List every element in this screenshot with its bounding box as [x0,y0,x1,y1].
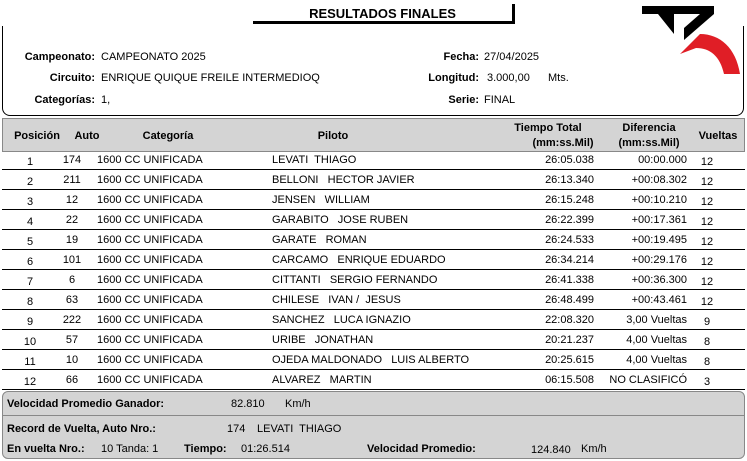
cell-posicion: 6 [26,256,34,268]
longitud-label: Longitud: [428,72,479,84]
velocidad-promedio-unit: Km/h [581,443,607,455]
cell-auto: 66 [65,374,79,386]
cell-piloto: GARABITO JOSE RUBEN [272,214,409,226]
col-categoria: Categoría [142,130,194,142]
cell-auto: 12 [65,194,79,206]
cell-tiempo-total: 26:13.340 [545,174,594,186]
velocidad-ganador-unit: Km/h [285,398,311,410]
cell-auto: 6 [68,274,76,286]
cell-diferencia: +00:43.461 [631,294,687,306]
cell-diferencia: +00:10.210 [631,194,687,206]
cell-piloto: SANCHEZ LUCA IGNAZIO [272,314,411,326]
cell-posicion: 2 [26,176,34,188]
table-row [2,330,745,350]
cell-posicion: 9 [26,316,34,328]
cell-categoria: 1600 CC UNIFICADA [97,174,203,186]
cell-posicion: 8 [26,296,34,308]
cell-vueltas: 9 [703,316,711,328]
cell-categoria: 1600 CC UNIFICADA [97,294,203,306]
cell-tiempo-total: 06:15.508 [545,374,594,386]
event-info-panel [2,26,744,116]
cell-piloto: URIBE JONATHAN [272,334,374,346]
cell-diferencia: 4,00 Vueltas [626,334,687,346]
cell-diferencia: +00:17.361 [631,214,687,226]
categorias-label: Categorías: [34,94,95,106]
cell-auto: 19 [65,234,79,246]
table-row [2,190,745,210]
cell-diferencia: +00:29.176 [631,254,687,266]
results-table-header [2,118,745,152]
circuito-label: Circuito: [49,72,95,84]
cell-posicion: 4 [26,216,34,228]
cell-auto: 101 [62,254,82,266]
cell-vueltas: 12 [700,216,714,228]
col-vueltas: Vueltas [698,130,738,142]
cell-auto: 174 [62,154,82,166]
cell-diferencia: 3,00 Vueltas [626,314,687,326]
record-piloto-value: LEVATI THIAGO [257,423,342,435]
cell-piloto: BELLONI HECTOR JAVIER [272,174,415,186]
cell-posicion: 7 [26,276,34,288]
cell-tiempo-total: 26:48.499 [545,294,594,306]
col-auto: Auto [74,130,100,142]
table-row [2,370,745,390]
serie-label: Serie: [448,94,479,106]
cell-vueltas: 12 [700,276,714,288]
cell-tiempo-total: 26:15.248 [545,194,594,206]
velocidad-ganador-label: Velocidad Promedio Ganador: [7,398,165,410]
campeonato-label: Campeonato: [24,51,95,63]
col-tiempo-total: Tiempo Total [514,122,582,134]
cell-auto: 211 [63,174,81,186]
cell-vueltas: 12 [700,256,714,268]
velocidad-promedio-value: 124.840 [531,444,571,456]
col-tiempo-unit: (mm:ss.Mil) [532,137,594,149]
cell-auto: 63 [65,294,79,306]
cell-vueltas: 12 [700,296,714,308]
cell-piloto: JENSEN WILLIAM [272,194,370,206]
summary-panel [2,391,745,459]
serie-value: FINAL [484,94,516,106]
col-posicion: Posición [14,130,60,142]
table-row [2,150,745,170]
cell-posicion: 11 [24,356,36,368]
page-title: RESULTADOS FINALES [253,4,515,24]
col-diferencia-unit: (mm:ss.Mil) [618,137,680,149]
cell-tiempo-total: 26:41.338 [545,274,594,286]
cell-piloto: ALVAREZ MARTIN [272,374,372,386]
cell-vueltas: 12 [700,196,714,208]
cell-tiempo-total: 26:24.533 [545,234,594,246]
cell-posicion: 3 [26,196,34,208]
velocidad-ganador-value: 82.810 [231,398,265,410]
cell-diferencia: +00:19.495 [631,234,687,246]
record-vuelta-label: Record de Vuelta, Auto Nro.: [7,423,156,435]
cell-categoria: 1600 CC UNIFICADA [97,254,203,266]
table-row [2,290,745,310]
cell-diferencia: NO CLASIFICÓ [609,374,687,386]
table-row [2,250,745,270]
cell-diferencia: +00:08.302 [631,174,687,186]
cell-categoria: 1600 CC UNIFICADA [97,274,203,286]
fecha-label: Fecha: [443,51,479,63]
cell-categoria: 1600 CC UNIFICADA [97,194,203,206]
cell-tiempo-total: 20:25.615 [545,354,594,366]
table-row [2,170,745,190]
categorias-value: 1, [101,94,111,106]
cell-posicion: 12 [23,376,37,388]
cell-tiempo-total: 26:34.214 [545,254,594,266]
cell-posicion: 10 [23,336,37,348]
cell-piloto: CHILESE IVAN / JESUS [272,294,401,306]
cell-categoria: 1600 CC UNIFICADA [97,154,203,166]
tiempo-label: Tiempo: [184,443,227,455]
cell-auto: 57 [65,334,79,346]
cell-posicion: 5 [26,236,34,248]
cell-tiempo-total: 26:22.399 [545,214,594,226]
cell-tiempo-total: 22:08.320 [545,314,594,326]
col-piloto: Piloto [317,130,349,142]
en-vuelta-value: 10 Tanda: 1 [101,443,159,455]
cell-piloto: CARCAMO ENRIQUE EDUARDO [272,254,446,266]
cell-piloto: CITTANTI SERGIO FERNANDO [272,274,438,286]
record-auto-value: 174 [227,423,246,435]
table-row [2,310,745,330]
cell-categoria: 1600 CC UNIFICADA [97,314,203,326]
circuito-value: ENRIQUE QUIQUE FREILE INTERMEDIOQ [101,72,320,84]
en-vuelta-label: En vuelta Nro.: [7,443,85,455]
cell-diferencia: 00:00.000 [638,154,687,166]
longitud-unit: Mts. [548,72,569,84]
cell-vueltas: 8 [703,336,711,348]
cell-auto: 10 [65,354,79,366]
cell-categoria: 1600 CC UNIFICADA [97,374,203,386]
longitud-value: 3.000,00 [487,72,530,84]
table-row [2,230,745,250]
table-row [2,210,745,230]
cell-posicion: 1 [26,156,34,168]
tiempo-value: 01:26.514 [241,443,290,455]
cell-diferencia: +00:36.300 [631,274,687,286]
campeonato-value: CAMPEONATO 2025 [101,51,206,63]
cell-piloto: OJEDA MALDONADO LUIS ALBERTO [272,354,470,366]
cell-diferencia: 4,00 Vueltas [626,354,687,366]
summary-divider [3,415,744,416]
cell-categoria: 1600 CC UNIFICADA [97,214,203,226]
cell-vueltas: 12 [700,236,714,248]
cell-piloto: LEVATI THIAGO [272,154,357,166]
table-row [2,350,745,370]
fecha-value: 27/04/2025 [484,51,540,63]
cell-piloto: GARATE ROMAN [272,234,367,246]
cell-categoria: 1600 CC UNIFICADA [97,354,203,366]
cell-vueltas: 3 [703,376,711,388]
cell-categoria: 1600 CC UNIFICADA [97,234,203,246]
cell-vueltas: 12 [700,156,714,168]
col-diferencia: Diferencia [622,122,676,134]
cell-auto: 22 [65,214,79,226]
table-row [2,270,745,290]
cell-tiempo-total: 26:05.038 [545,154,594,166]
cell-vueltas: 12 [700,176,714,188]
cell-auto: 222 [62,314,82,326]
cell-categoria: 1600 CC UNIFICADA [97,334,203,346]
cell-tiempo-total: 20:21.237 [545,334,594,346]
cell-vueltas: 8 [703,356,711,368]
velocidad-promedio-label: Velocidad Promedio: [367,443,476,455]
